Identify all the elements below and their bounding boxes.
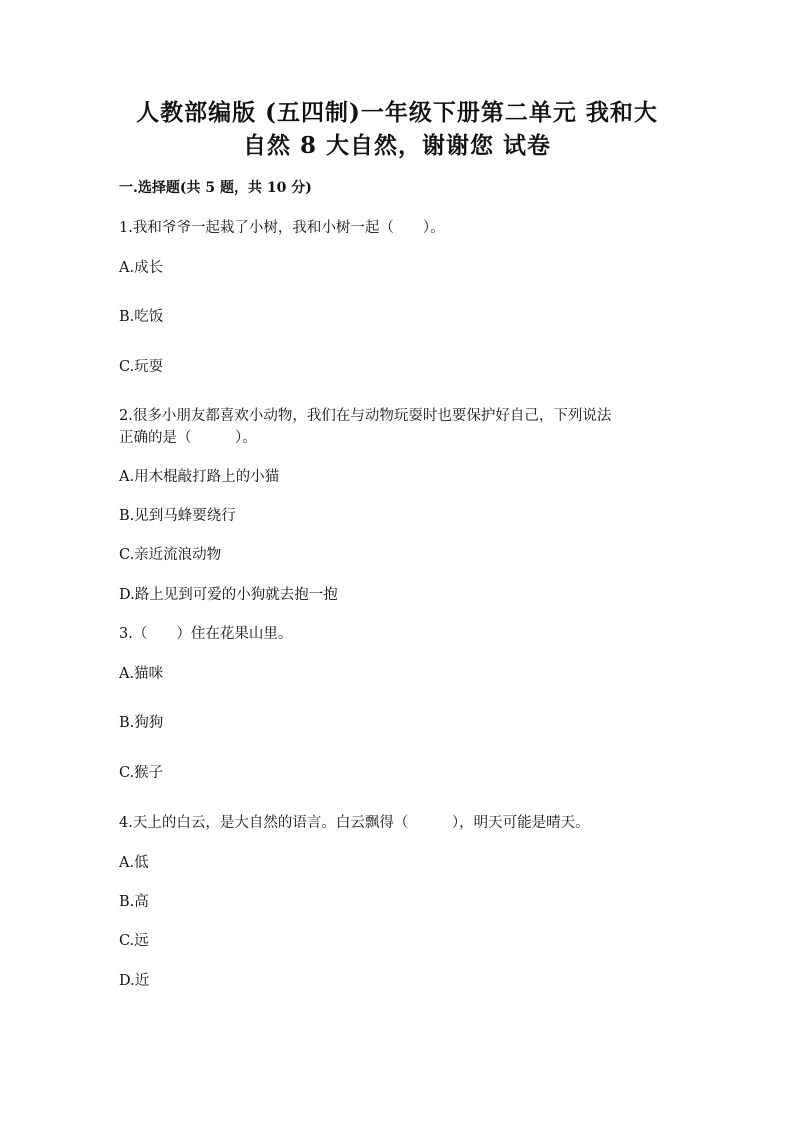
question-2-option-b: B.见到马蜂要绕行 <box>119 508 236 524</box>
question-4-option-c: C.远 <box>119 933 149 949</box>
question-4-option-d: D.近 <box>119 973 150 989</box>
title-line-1: 人教部编版 (五四制)一年级下册第二单元 我和大 <box>136 99 658 126</box>
question-2-option-d: D.路上见到可爱的小狗就去抱一抱 <box>119 587 338 603</box>
question-2-text-line-1: 2.很多小朋友都喜欢小动物，我们在与动物玩耍时也要保护好自己，下列说法 <box>119 408 612 424</box>
question-2-option-a: A.用木棍敲打路上的小猫 <box>119 469 280 485</box>
question-1-option-a: A.成长 <box>119 260 164 276</box>
section-heading: 一.选择题(共 5 题，共 10 分) <box>119 180 312 196</box>
question-3-option-a: A.猫咪 <box>119 666 164 682</box>
question-4-text: 4.天上的白云，是大自然的语言。白云飘得（ ），明天可能是晴天。 <box>119 815 590 831</box>
title-line-2: 自然 8 大自然，谢谢您 试卷 <box>242 132 552 159</box>
question-3-option-b: B.狗狗 <box>119 715 164 731</box>
question-4-option-a: A.低 <box>119 855 149 871</box>
question-1-option-c: C.玩耍 <box>119 359 164 375</box>
question-2-text-line-2: 正确的是（ ）。 <box>119 430 257 446</box>
question-4-option-b: B.高 <box>119 894 149 910</box>
question-1-option-b: B.吃饭 <box>119 309 164 325</box>
question-3-text: 3.（ ）住在花果山里。 <box>119 626 293 642</box>
question-2-option-c: C.亲近流浪动物 <box>119 547 222 563</box>
question-1-text: 1.我和爷爷一起栽了小树，我和小树一起（ ）。 <box>119 220 445 236</box>
question-3-option-c: C.猴子 <box>119 765 164 781</box>
